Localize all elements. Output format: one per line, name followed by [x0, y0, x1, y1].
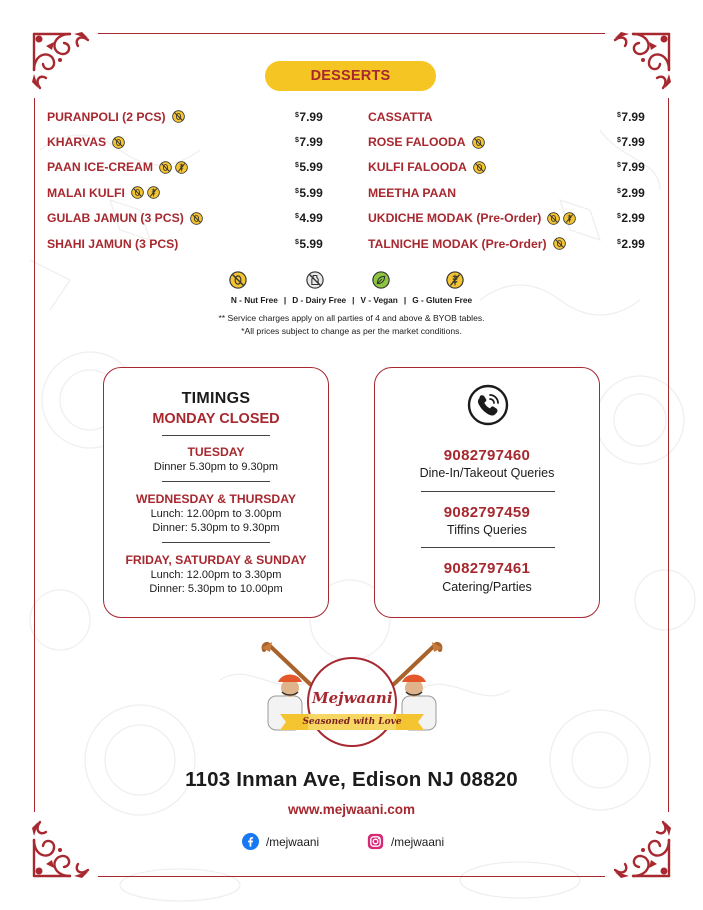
menu-item-label: TALNICHE MODAK (Pre-Order): [368, 236, 547, 251]
wed-thu-label: WEDNESDAY & THURSDAY: [135, 492, 297, 506]
price-change-note: *All prices subject to change as per the market conditions.: [241, 326, 462, 336]
diet-legend-icons: [0, 271, 703, 289]
monday-closed-label: MONDAY CLOSED: [152, 411, 280, 427]
currency-symbol: $: [295, 137, 299, 145]
timings-box: [103, 367, 329, 618]
menu-item-label: CASSATTA: [368, 109, 433, 124]
menu-item-price: [295, 135, 323, 149]
menu-item-price: [617, 135, 645, 149]
nut-free-icon: [112, 136, 125, 149]
nut-free-icon: [553, 237, 566, 250]
price-value: 7.99: [299, 109, 323, 124]
menu-item-name: [368, 186, 459, 200]
menu-item-name: [47, 135, 125, 149]
nut-free-icon: [172, 110, 185, 123]
nut-free-icon: [190, 212, 203, 225]
nut-free-icon: [473, 161, 486, 174]
currency-symbol: $: [617, 162, 621, 170]
menu-item-name: [47, 237, 181, 251]
menu-item-name: [47, 160, 188, 174]
menu-item: [47, 129, 327, 154]
contact-divider: [421, 547, 555, 548]
nut-free-icon: [229, 271, 247, 289]
section-title: DESSERTS: [310, 68, 391, 84]
catering-phone-label: Catering/Parties: [442, 580, 532, 594]
timings-divider: [162, 481, 270, 482]
menu-column-left: [47, 104, 327, 256]
legend-separator: |: [403, 295, 407, 305]
facebook-link[interactable]: [242, 833, 319, 850]
menu-item-name: [368, 211, 576, 225]
gluten-free-icon: [147, 186, 160, 199]
price-value: 2.99: [621, 211, 645, 226]
menu-item: [368, 155, 650, 180]
fri-sat-sun-dinner-hours: Dinner: 5.30pm to 10.00pm: [149, 583, 283, 595]
price-value: 2.99: [621, 185, 645, 200]
menu-item: [47, 180, 327, 205]
dine-in-phone-number[interactable]: 9082797460: [443, 447, 531, 464]
contact-box: [374, 367, 600, 618]
menu-item-label: KULFI FALOODA: [368, 160, 467, 175]
tuesday-label: TUESDAY: [187, 445, 245, 459]
menu-item-price: [295, 160, 323, 174]
currency-symbol: $: [617, 137, 621, 145]
phone-icon: [467, 384, 509, 426]
nut-free-icon: [472, 136, 485, 149]
price-value: 7.99: [621, 135, 645, 150]
menu-item-name: [47, 110, 185, 124]
price-value: 4.99: [299, 211, 323, 226]
gluten-free-icon: [175, 161, 188, 174]
menu-item: [47, 231, 327, 256]
catering-phone-number[interactable]: 9082797461: [443, 560, 531, 577]
price-value: 5.99: [299, 160, 323, 175]
menu-item-price: [295, 211, 323, 225]
menu-item-price: [617, 160, 645, 174]
currency-symbol: $: [617, 111, 621, 119]
menu-item-label: ROSE FALOODA: [368, 135, 466, 150]
currency-symbol: $: [295, 187, 299, 195]
currency-symbol: $: [295, 238, 299, 246]
legend-vegan: V - Vegan: [360, 295, 398, 305]
menu-column-right: [368, 104, 650, 256]
menu-item: [368, 231, 650, 256]
price-value: 7.99: [621, 160, 645, 175]
legend-separator: |: [283, 295, 287, 305]
contact-divider: [421, 491, 555, 492]
currency-symbol: $: [295, 162, 299, 170]
menu-item-label: PURANPOLI (2 PCS): [47, 109, 166, 124]
menu-item-price: [295, 110, 323, 124]
currency-symbol: $: [295, 111, 299, 119]
menu-item: [47, 155, 327, 180]
vegan-icon: [372, 271, 390, 289]
logo-tagline: Seasoned with Love: [302, 717, 402, 727]
menu-item-name: [47, 186, 160, 200]
currency-symbol: $: [617, 213, 621, 221]
price-value: 5.99: [299, 236, 323, 251]
menu-item-name: [368, 237, 566, 251]
menu-item-label: MALAI KULFI: [47, 185, 125, 200]
dine-in-phone-label: Dine-In/Takeout Queries: [419, 466, 555, 480]
price-value: 7.99: [299, 135, 323, 150]
website-link[interactable]: www.mejwaani.com: [287, 802, 416, 817]
menu-item: [368, 180, 650, 205]
menu-item-name: [368, 160, 486, 174]
menu-item-label: MEETHA PAAN: [368, 185, 457, 200]
menu-item: [368, 104, 650, 129]
menu-item-price: [295, 186, 323, 200]
restaurant-address: 1103 Inman Ave, Edison NJ 08820: [185, 768, 518, 791]
diet-legend-text: [0, 295, 703, 305]
menu-item-price: [295, 237, 323, 251]
price-value: 7.99: [621, 109, 645, 124]
currency-symbol: $: [617, 238, 621, 246]
instagram-handle: /mejwaani: [391, 834, 445, 849]
menu-item-label: KHARVAS: [47, 135, 107, 150]
timings-heading: TIMINGS: [181, 390, 251, 407]
wed-thu-lunch-hours: Lunch: 12.00pm to 3.00pm: [150, 508, 282, 520]
menu-item-price: [617, 211, 645, 225]
nut-free-icon: [547, 212, 560, 225]
menu-item-name: [368, 135, 485, 149]
menu-item-label: SHAHI JAMUN (3 PCS): [47, 236, 179, 251]
section-title-pill: [265, 61, 436, 91]
menu-item-label: UKDICHE MODAK (Pre-Order): [368, 211, 542, 226]
timings-divider: [162, 542, 270, 543]
menu-item-label: GULAB JAMUN (3 PCS): [47, 211, 184, 226]
service-charge-note: ** Service charges apply on all parties of 4 and above & BYOB tables.: [218, 313, 485, 323]
menu-item-price: [617, 186, 645, 200]
nut-free-icon: [131, 186, 144, 199]
menu-item-price: [617, 110, 645, 124]
fri-sat-sun-label: FRIDAY, SATURDAY & SUNDAY: [125, 553, 307, 567]
price-value: 5.99: [299, 185, 323, 200]
menu-item-label: PAAN ICE-CREAM: [47, 160, 154, 175]
gluten-free-icon: [563, 212, 576, 225]
tuesday-dinner-hours: Dinner 5.30pm to 9.30pm: [153, 461, 279, 473]
facebook-handle: /mejwaani: [266, 834, 320, 849]
logo-brand-name: Mejwaani: [312, 689, 393, 707]
legend-separator: |: [352, 295, 355, 305]
tiffins-phone-number[interactable]: 9082797459: [443, 504, 531, 521]
legend-dairy-free: D - Dairy Free: [292, 295, 347, 305]
menu-item-name: [368, 110, 436, 124]
dairy-free-icon: [306, 271, 324, 289]
menu-item: [368, 206, 650, 231]
menu-item: [47, 104, 327, 129]
nut-free-icon: [159, 161, 172, 174]
menu-item-price: [617, 237, 645, 251]
fri-sat-sun-lunch-hours: Lunch: 12.00pm to 3.30pm: [150, 569, 282, 581]
timings-divider: [162, 435, 270, 436]
legend-nut-free: N - Nut Free: [230, 295, 278, 305]
instagram-icon: [367, 833, 384, 850]
tiffins-phone-label: Tiffins Queries: [447, 523, 527, 537]
wed-thu-dinner-hours: Dinner: 5.30pm to 9.30pm: [152, 522, 280, 534]
menu-item-name: [47, 211, 203, 225]
currency-symbol: $: [295, 213, 299, 221]
legend-gluten-free: G - Gluten Free: [412, 295, 473, 305]
facebook-icon: [242, 833, 259, 850]
instagram-link[interactable]: [367, 833, 444, 850]
currency-symbol: $: [617, 187, 621, 195]
menu-item: [368, 129, 650, 154]
gluten-free-icon: [446, 271, 464, 289]
price-value: 2.99: [621, 236, 645, 251]
menu-item: [47, 206, 327, 231]
